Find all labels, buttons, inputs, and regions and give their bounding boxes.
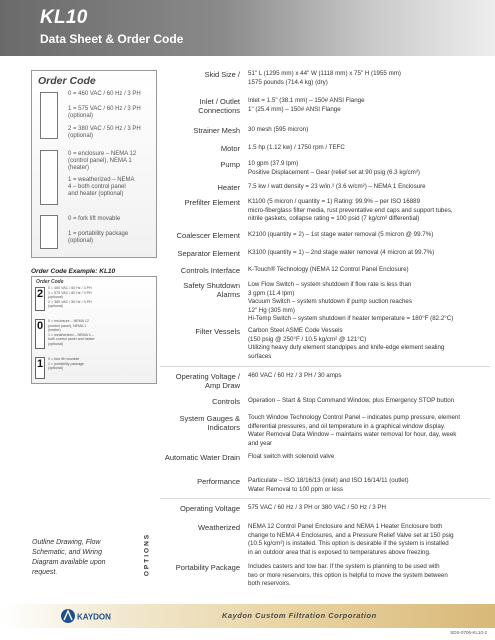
order-code-option: 0 = enclosure – NEMA 12 (control panel), NEMA 1 (heater) [68,151,137,171]
page-title: KL10 [40,7,88,28]
spec-value: Particulate – ISO 18/16/13 (inlet) and ISO 16/14/11 (outlet) Water Removal to 100 ppm or less [248,477,409,493]
section-divider [160,366,490,367]
spec-label: Filter Vessels [195,327,240,336]
options-label-band [140,518,154,596]
order-code-option: 2 = 380 VAC / 50 Hz / 3 PH (optional) [68,126,141,139]
spec-value: K2100 (quantity = 2) – 1st stage water removal (5 micron @ 99.7%) [248,231,434,238]
spec-label: Inlet / Outlet Connections [198,97,240,115]
order-example-title: Order Code [36,279,64,285]
spec-label: Strainer Mesh [193,126,240,135]
example-digit-mobility: 1 [35,357,45,379]
spec-value: Inlet = 1.5" (38.1 mm) – 150# ANSI Flange 1" (25.4 mm) – 150# ANSI Flange [248,97,365,113]
footer-band [0,604,495,628]
spec-label: System Gauges & Indicators [179,414,240,432]
header-band [0,0,495,56]
spec-value: 51" L (1295 mm) x 44" W (1118 mm) x 75" H (1955 mm) 1575 pounds (714.4 kg) (dry) [248,70,401,86]
section-divider [160,498,490,499]
spec-label: Performance [197,477,240,486]
spec-value: Operation – Start & Stop Command Window, plus Emergency STOP button [248,397,455,404]
order-code-option: 0 = 460 VAC / 60 Hz / 3 PH [68,91,141,97]
document-code: SDS-0706-KL10-2 [450,630,487,635]
order-example-label: Order Code Example: KL10 [31,268,116,275]
order-code-box-mobility [40,215,58,249]
order-code-box-enclosure [40,150,58,205]
order-code-panel [31,70,157,258]
spec-value: 460 VAC / 60 Hz / 3 PH / 30 amps [248,372,342,379]
options-label: OPTIONS [143,532,151,577]
spec-label: Controls [212,397,240,406]
spec-value: 10 gpm (37.9 lpm) Positive Displacement – Gear (relief set at 90 psig (6.3 kg/cm²) [248,160,420,176]
spec-label: Weatherized [198,523,240,532]
page-subtitle: Data Sheet & Order Code [40,32,184,46]
spec-label: Motor [220,144,240,153]
outline-drawing-note: Outline Drawing, Flow Schematic, and Wiring Diagram available upon request. [32,539,106,576]
spec-value: Low Flow Switch – system shutdown if flow rate is less than 3 gpm (11.4 lpm) Vacuum Switch – system shutdown if pump suction reaches 12" Hg (305 mm) Hi-Temp Switch – system shutdown if heater temperature = 180°F (82.2°C) [248,281,454,322]
spec-value: K3100 (quantity = 1) – 2nd stage water removal (4 micron at 99.7%) [248,249,435,256]
footer-company-name: Kaydon Custom Filtration Corporation [222,611,377,620]
order-example-panel [31,276,157,384]
spec-label: Safety Shutdown Alarms [183,281,240,299]
spec-label: Coalescer Element [176,231,240,240]
spec-value: Float switch with solenoid valve [248,453,335,460]
spec-label: Pump [220,160,240,169]
spec-label: Separator Element [177,249,240,258]
spec-value: NEMA 12 Control Panel Enclosure and NEMA 1 Heater Enclosure both change to NEMA 4 Enclosures, and a Pressure Relief Valve set at 150 psig (10.5 kg/cm²) is installed. This option is desirable if the system is installed in an outdoor area that is exposed to temperatures above freezing. [248,523,454,556]
spec-value: 30 mesh (595 micron) [248,126,309,133]
spec-value: K1100 (5 micron / quantity = 1) Rating: 99.9% – per ISO 16889 micro-fiberglass filter media, rust preventative end caps and support tubes, nitrile gaskets, collapse rating = 100 psid (7 kg/cm² differential) [248,198,453,222]
spec-value: Includes casters and tow bar. If the system is planning to be used with two or more reservoirs, this option is helpful to move the system between both reservoirs. [248,563,448,587]
order-code-title: Order Code [38,75,96,87]
spec-label: Operating Voltage / Amp Draw [175,372,240,390]
example-digit-voltage: 2 [35,287,45,311]
spec-value: 575 VAC / 60 Hz / 3 PH or 380 VAC / 50 Hz / 3 PH [248,504,387,511]
example-option-text: 0 = enclosure – NEMA 12 (control panel), NEMA 1 (heater) 1 = weatherized – NEMA 4 – both control panel and heater (optional) [48,319,95,346]
spec-label: Heater [217,183,240,192]
spec-label: Skid Size / [204,70,240,79]
order-code-option: 1 = portability package (optional) [68,231,129,244]
spec-value: 1.5 hp (1.12 kw) / 1750 rpm / TEFC [248,144,345,151]
spec-value: Touch Window Technology Control Panel – indicates pump pressure, element differential pressures, and oil temperature in a graphical window display. Water Removal Data Window – maintains water removal for hour, day, week and year [248,414,461,447]
example-digit-enclosure: 0 [35,319,45,349]
spec-label: Portability Package [175,563,240,572]
example-option-text: 0 = 460 VAC / 60 Hz / 3 PH 1 = 575 VAC / 60 Hz / 3 PH (optional) 2 = 380 VAC / 50 Hz / 3 PH (optional) [48,286,92,308]
order-code-option: 1 = 575 VAC / 60 Hz / 3 PH (optional) [68,106,141,119]
spec-value: K-Touch® Technology (NEMA 12 Control Panel Enclosure) [248,266,409,273]
spec-value: Carbon Steel ASME Code Vessels (150 psig @ 250°F / 10.5 kg/cm² @ 121°C) Utilizing heavy duty element standpipes and knife-edge element sealing surfaces [248,327,445,360]
spec-label: Controls Interface [180,266,240,275]
order-code-option: 1 = weatherized – NEMA 4 – both control panel and heater (optional) [68,177,135,197]
spec-label: Operating Voltage [179,504,240,513]
order-code-box-voltage [40,92,58,139]
svg-text:KAYDON: KAYDON [77,612,111,622]
spec-label: Prefilter Element [184,198,240,207]
spec-value: 7.5 kw / watt density = 23 w/in.² (3.6 w/cm²) – NEMA 1 Enclosure [248,183,426,190]
kaydon-logo [60,608,120,624]
order-code-option: 0 = fork lift movable [68,216,121,222]
example-option-text: 0 = fork lift movable 1 = portability package (optional) [48,357,85,370]
spec-label: Automatic Water Drain [164,453,240,462]
